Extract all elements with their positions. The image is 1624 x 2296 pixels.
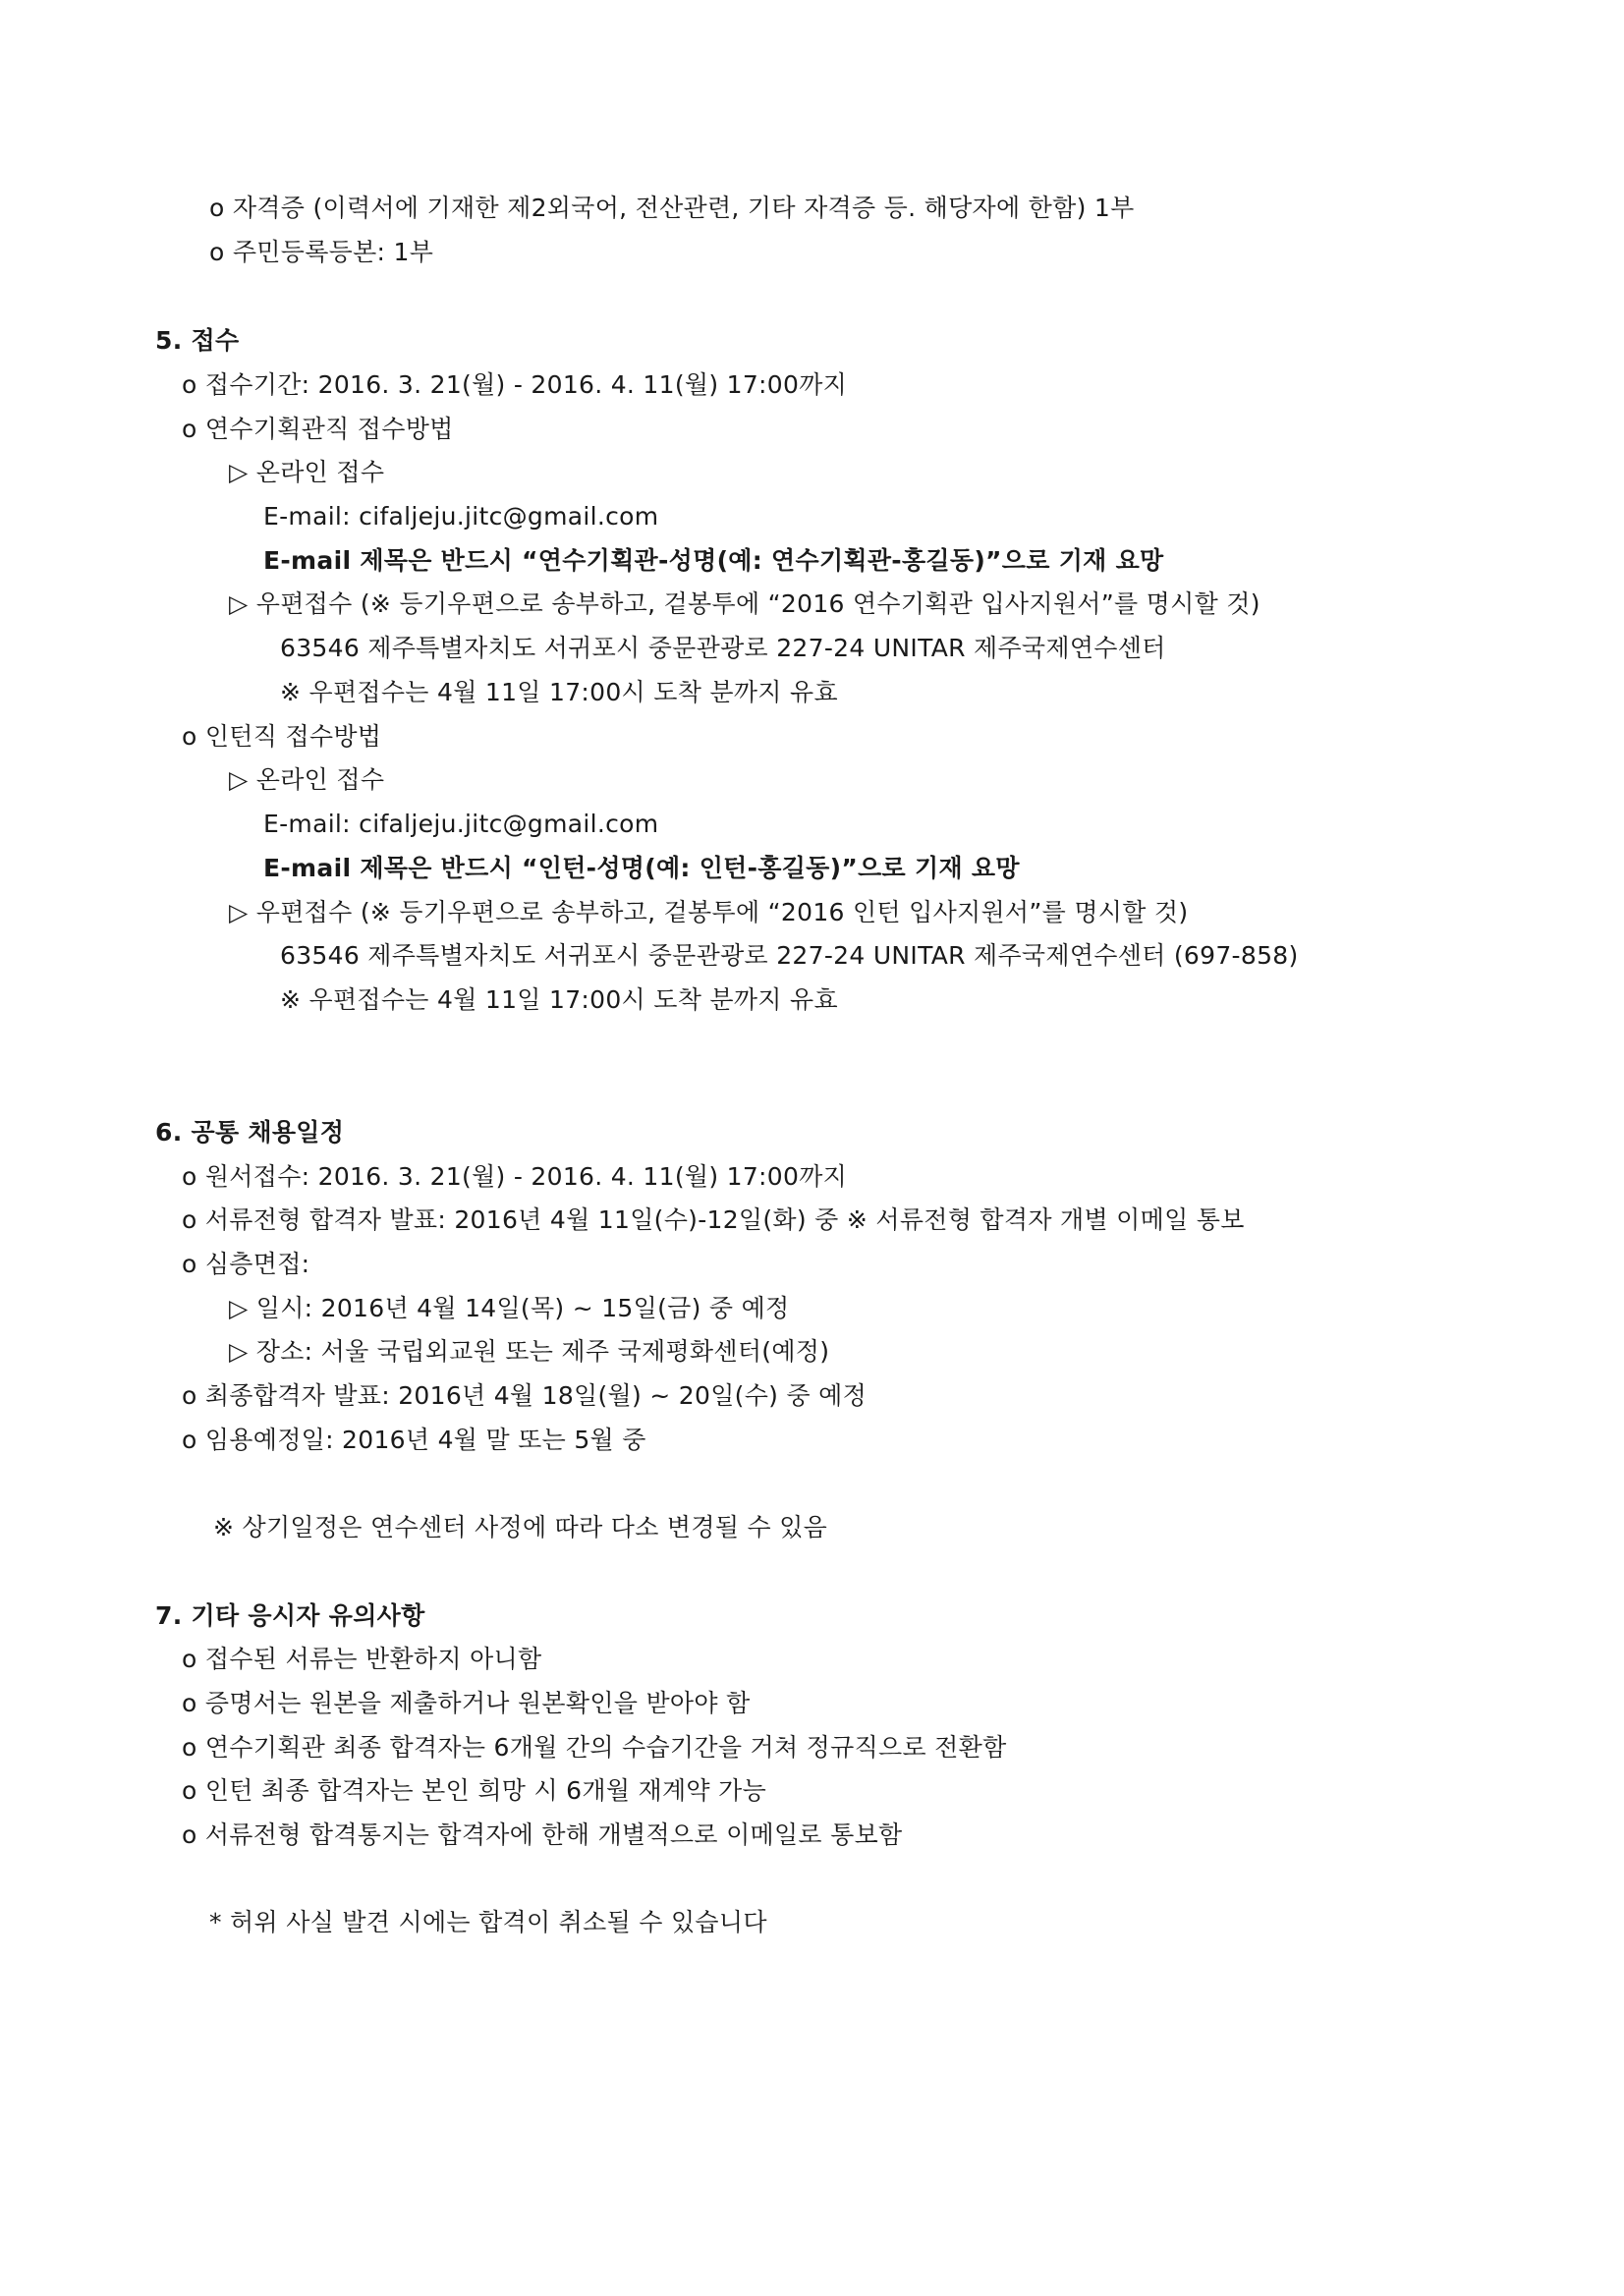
schedule-interview: o 심층면접: [182,1250,310,1278]
planner-postal-application: ▷ 우편접수 (※ 등기우편으로 송부하고, 겉봉투에 “2016 연수기획관 입사지원서”를 명시할 것) [229,589,1260,618]
notice-item: o 서류전형 합격통지는 합격자에 한해 개별적으로 이메일로 통보함 [182,1820,903,1849]
intern-application-method: o 인턴직 접수방법 [182,722,382,751]
section-6-heading: 6. 공통 채용일정 [155,1118,345,1147]
intern-postal-address: 63546 제주특별자치도 서귀포시 중문관광로 227-24 UNITAR 제주국제연수센터 (697-858) [280,941,1299,970]
intern-email: E-mail: cifaljeju.jitc@gmail.com [263,810,659,838]
false-information-footnote: * 허위 사실 발견 시에는 합격이 취소될 수 있습니다 [209,1908,767,1936]
list-item-certificates: o 자격증 (이력서에 기재한 제2외국어, 전산관련, 기타 자격증 등. 해당자에 한함) 1부 [209,194,1135,222]
planner-postal-note: ※ 우편접수는 4월 11일 17:00시 도착 분까지 유효 [280,678,838,706]
section-5-heading: 5. 접수 [155,326,240,355]
intern-postal-application: ▷ 우편접수 (※ 등기우편으로 송부하고, 겉봉투에 “2016 인턴 입사지원서”를 명시할 것) [229,898,1189,926]
schedule-document-result: o 서류전형 합격자 발표: 2016년 4월 11일(수)-12일(화) 중 ※ 서류전형 합격자 개별 이메일 통보 [182,1205,1245,1234]
application-period: o 접수기간: 2016. 3. 21(월) - 2016. 4. 11(월) 17:00까지 [182,370,848,399]
list-item-resident-registration: o 주민등록등본: 1부 [209,238,434,266]
schedule-start-date: o 임용예정일: 2016년 4월 말 또는 5월 중 [182,1426,646,1454]
notice-item: o 인턴 최종 합격자는 본인 희망 시 6개월 재계약 가능 [182,1776,767,1805]
planner-postal-address: 63546 제주특별자치도 서귀포시 중문관광로 227-24 UNITAR 제주국제연수센터 [280,634,1166,662]
intern-online-application: ▷ 온라인 접수 [229,765,385,794]
intern-postal-note: ※ 우편접수는 4월 11일 17:00시 도착 분까지 유효 [280,985,838,1014]
intern-email-subject-rule: E-mail 제목은 반드시 “인턴-성명(예: 인턴-홍길동)”으로 기재 요망 [263,854,1020,882]
planner-application-method: o 연수기획관직 접수방법 [182,415,454,443]
planner-email: E-mail: cifaljeju.jitc@gmail.com [263,502,659,531]
schedule-apply: o 원서접수: 2016. 3. 21(월) - 2016. 4. 11(월) 17:00까지 [182,1162,848,1191]
schedule-interview-place: ▷ 장소: 서울 국립외교원 또는 제주 국제평화센터(예정) [229,1337,830,1366]
planner-online-application: ▷ 온라인 접수 [229,458,385,486]
schedule-final-result: o 최종합격자 발표: 2016년 4월 18일(월) ~ 20일(수) 중 예정 [182,1381,868,1410]
schedule-interview-date: ▷ 일시: 2016년 4월 14일(목) ~ 15일(금) 중 예정 [229,1294,790,1322]
notice-item: o 접수된 서류는 반환하지 아니함 [182,1645,542,1673]
section-7-heading: 7. 기타 응시자 유의사항 [155,1601,425,1630]
planner-email-subject-rule: E-mail 제목은 반드시 “연수기획관-성명(예: 연수기획관-홍길동)”으로 기재 요망 [263,546,1164,575]
notice-item: o 연수기획관 최종 합격자는 6개월 간의 수습기간을 거쳐 정규직으로 전환함 [182,1733,1007,1762]
schedule-change-notice: ※ 상기일정은 연수센터 사정에 따라 다소 변경될 수 있음 [213,1513,828,1541]
notice-item: o 증명서는 원본을 제출하거나 원본확인을 받아야 함 [182,1689,751,1717]
